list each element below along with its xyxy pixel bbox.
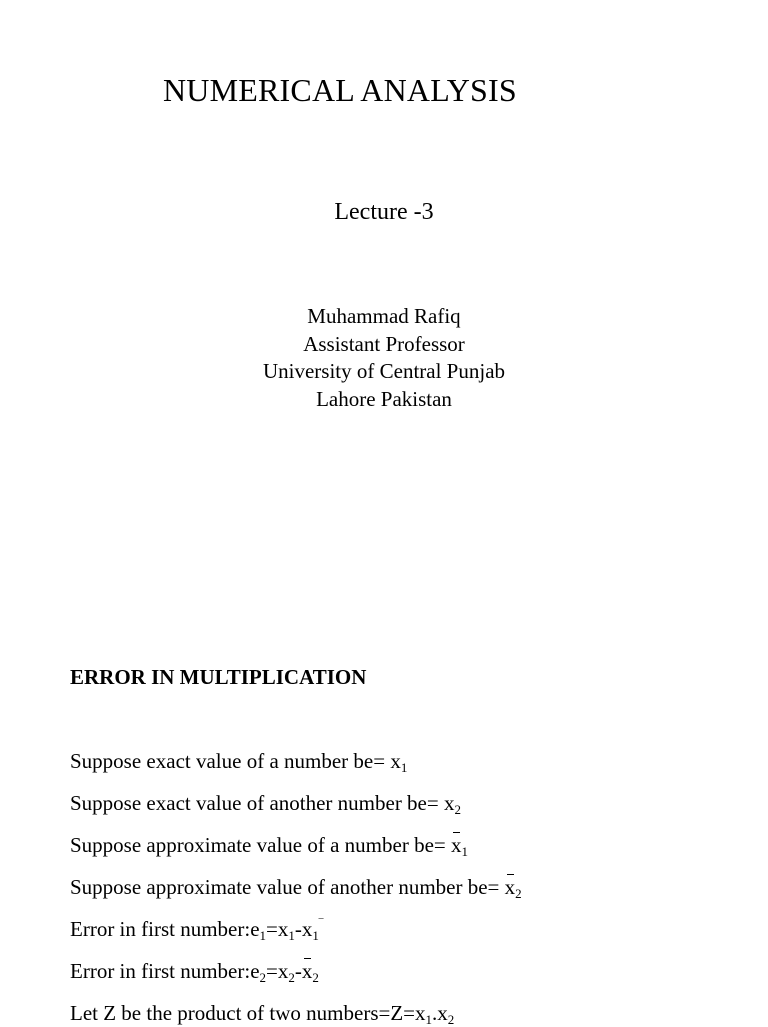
author-block [0, 303, 768, 413]
math-minus: - [294, 917, 302, 941]
math-subscript: 1 [259, 928, 267, 943]
text-line-approx-x1 [70, 833, 468, 858]
line-text: Suppose exact value of another number be= [70, 791, 444, 815]
math-subscript: 1 [425, 1012, 433, 1027]
math-subscript: 1 [288, 928, 295, 943]
math-subscript: 2 [259, 970, 267, 985]
text-line-error-e1: Error in first $number:e_1=x_1-x_1‾$ [70, 916, 324, 943]
author-institution: University of Central Punjab [262, 359, 506, 383]
math-equals: = [266, 959, 278, 983]
math-variable-bar: x [450, 833, 462, 857]
text-line-exact-x2 [70, 791, 461, 816]
line-text: Suppose approximate value of another number be= [70, 875, 505, 899]
lecture-number: Lecture -3 [334, 199, 434, 225]
math-subscript: 1 [400, 760, 408, 775]
math-minus: - [294, 959, 302, 983]
math-variable: x [277, 959, 289, 983]
text-line-approx-x2 [70, 875, 522, 900]
line-text: Error in first number: [70, 959, 251, 983]
math-variable: x [301, 917, 313, 941]
math-variable: x [443, 791, 455, 815]
page-title: NUMERICAL ANALYSIS [163, 72, 517, 108]
text-line-error-e2 [70, 959, 319, 984]
math-subscript: 2 [447, 1012, 455, 1027]
line-text: Suppose approximate value of a number be= [70, 833, 451, 857]
math-variable: x [415, 1001, 426, 1025]
math-subscript: 2 [515, 886, 522, 901]
line-text: Error in first number: [70, 917, 251, 941]
math-variable-bar: x [301, 959, 313, 983]
math-subscript: 2 [288, 970, 295, 985]
author-location: Lahore Pakistan [316, 386, 452, 411]
math-equals: = [266, 917, 278, 941]
math-subscript: 1 [461, 844, 468, 859]
text-line-exact-x1 [70, 749, 407, 774]
math-subscript: 2 [312, 970, 319, 985]
math-variable: e [250, 917, 260, 941]
line-text: Let Z be the product of two numbers=Z= [70, 1001, 416, 1025]
math-variable: e [250, 959, 260, 983]
author-position: Assistant Professor [303, 331, 465, 356]
math-variable: x [390, 749, 401, 773]
math-variable: x [437, 1001, 448, 1025]
author-name: Muhammad Rafiq [307, 304, 461, 328]
math-subscript: 1 [312, 928, 319, 943]
section-heading: ERROR IN MULTIPLICATION [70, 665, 367, 689]
math-subscript: 2 [454, 802, 461, 817]
math-variable: x [277, 917, 289, 941]
text-line-product-z [70, 1001, 454, 1026]
line-text: Suppose exact value of a number be= [70, 749, 391, 773]
math-dot: . [432, 1001, 438, 1025]
math-variable-bar: x [504, 875, 516, 899]
